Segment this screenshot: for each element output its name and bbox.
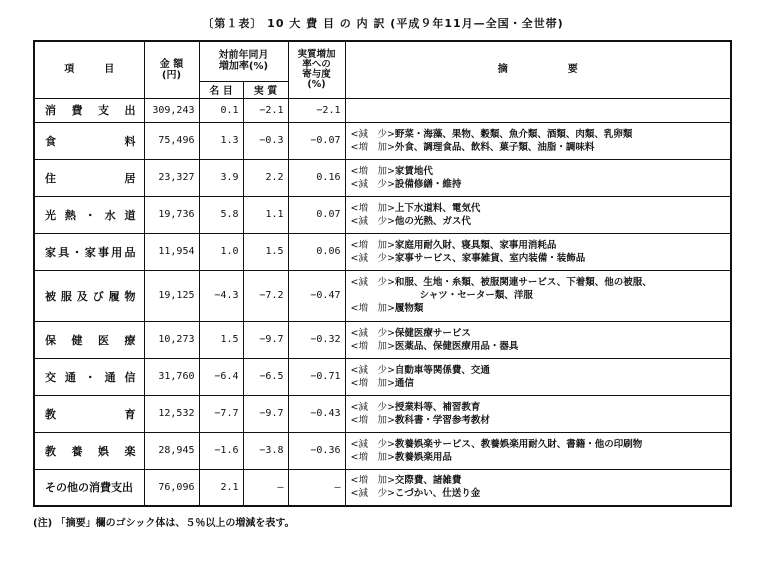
real-rate-cell: −2.1 [243, 98, 288, 122]
summary-text: こづかい、仕送り金 [394, 488, 481, 500]
nominal-rate-cell: 2.1 [199, 469, 243, 506]
nominal-rate-cell: −7.7 [199, 395, 243, 432]
contribution-cell: −0.32 [288, 321, 345, 358]
summary-text: 保健医療サービス [394, 327, 471, 339]
real-rate-cell: −3.8 [243, 432, 288, 469]
nominal-rate-cell: 1.0 [199, 233, 243, 270]
summary-text: 履物類 [394, 303, 424, 314]
change-tag: <増 加> [350, 303, 395, 314]
change-tag: <減 少> [350, 364, 395, 376]
summary-line [351, 165, 731, 178]
nominal-rate-cell: −1.6 [199, 432, 243, 469]
amount-cell: 11,954 [144, 233, 199, 270]
contribution-cell: 0.16 [288, 159, 345, 196]
change-tag: <減 少> [350, 488, 395, 500]
summary-text: 教養娯楽サービス、教養娯楽用耐久財、書籍・他の印刷物 [394, 438, 643, 450]
summary-text: 家庭用耐久財、寝具類、家事用消耗品 [394, 239, 557, 251]
summary-text: 家事サービス、家事雑貨、室内装備・装飾品 [394, 252, 586, 264]
summary-text: 教養娯楽用品 [394, 451, 452, 463]
change-tag: <増 加> [350, 202, 395, 214]
footnote: (注) 「摘要」欄のゴシック体は、５％以上の増減を表す。 [33, 518, 295, 529]
summary-line [351, 487, 731, 500]
summary-cell [345, 395, 731, 432]
change-tag: <減 少> [350, 327, 395, 339]
item-name: 消費支出 [34, 98, 144, 122]
change-tag: <増 加> [350, 165, 395, 177]
change-tag: <減 少> [350, 401, 395, 413]
summary-line [351, 401, 731, 414]
summary-text: 授業料等、補習教育 [394, 401, 481, 413]
change-tag: <増 加> [350, 414, 395, 426]
item-name: 光熱・水道 [34, 196, 144, 233]
nominal-rate-cell: 0.1 [199, 98, 243, 122]
header-yoy: 対前年同月 増加率(%) [199, 41, 288, 81]
summary-text: 医薬品、保健医療用品・器具 [394, 340, 519, 352]
summary-line [351, 414, 731, 427]
summary-line [351, 141, 731, 154]
contribution-cell: −0.47 [288, 270, 345, 321]
summary-cell [345, 159, 731, 196]
header-real: 実 質 [243, 81, 288, 98]
amount-cell: 19,736 [144, 196, 199, 233]
summary-cell [345, 98, 731, 122]
item-name: 教養娯楽 [34, 432, 144, 469]
summary-line [351, 377, 731, 390]
real-rate-cell: — [243, 469, 288, 506]
real-rate-cell: −6.5 [243, 358, 288, 395]
change-tag: <増 加> [350, 451, 395, 463]
expenditure-table [33, 40, 732, 507]
item-name: 家具・家事用品 [34, 233, 144, 270]
summary-cell [345, 270, 731, 321]
table-row [34, 469, 731, 506]
change-tag: <減 少> [350, 215, 395, 227]
change-tag: <増 加> [350, 141, 395, 153]
summary-cell [345, 321, 731, 358]
summary-line [351, 276, 731, 289]
contribution-cell: −0.71 [288, 358, 345, 395]
summary-line [351, 128, 731, 141]
summary-line [351, 178, 731, 191]
summary-text: 上下水道料、電気代 [394, 202, 481, 214]
amount-cell: 28,945 [144, 432, 199, 469]
real-rate-cell: −7.2 [243, 270, 288, 321]
summary-cell [345, 469, 731, 506]
summary-line [351, 340, 731, 353]
change-tag: <減 少> [350, 178, 395, 190]
real-rate-cell: −9.7 [243, 395, 288, 432]
item-name: 教育 [34, 395, 144, 432]
real-rate-cell: 1.5 [243, 233, 288, 270]
amount-cell: 12,532 [144, 395, 199, 432]
nominal-rate-cell: 5.8 [199, 196, 243, 233]
table-row [34, 321, 731, 358]
item-name: 被服及び履物 [34, 270, 144, 321]
summary-cell [345, 122, 731, 159]
summary-text: シャツ・セーター類、洋服 [419, 290, 533, 301]
table-body [34, 98, 731, 506]
summary-text: 通信 [394, 377, 414, 389]
item-name: 保健医療 [34, 321, 144, 358]
item-name: 食料 [34, 122, 144, 159]
header-summary: 摘 要 [345, 41, 731, 98]
nominal-rate-cell: −4.3 [199, 270, 243, 321]
nominal-rate-cell: 3.9 [199, 159, 243, 196]
item-name: 住居 [34, 159, 144, 196]
change-tag: <増 加> [350, 340, 395, 352]
item-name: 交通・通信 [34, 358, 144, 395]
summary-cell [345, 233, 731, 270]
summary-line [351, 215, 731, 228]
change-tag: <増 加> [350, 239, 395, 251]
summary-line [351, 202, 731, 215]
real-rate-cell: 2.2 [243, 159, 288, 196]
summary-text: 教科書・学習参考教材 [394, 414, 490, 426]
summary-text: 交際費、諸雑費 [394, 475, 462, 487]
contribution-cell: −0.43 [288, 395, 345, 432]
nominal-rate-cell: 1.5 [199, 321, 243, 358]
contribution-cell: −0.07 [288, 122, 345, 159]
amount-cell: 309,243 [144, 98, 199, 122]
table-row [34, 98, 731, 122]
change-tag: <減 少> [350, 128, 395, 140]
contribution-cell: — [288, 469, 345, 506]
change-tag: <増 加> [350, 475, 395, 487]
table-row [34, 432, 731, 469]
table-row [34, 395, 731, 432]
change-tag: <減 少> [350, 277, 395, 288]
header-contribution: 実質増加 率への 寄与度 (%) [288, 41, 345, 98]
table-row [34, 358, 731, 395]
change-tag: <減 少> [350, 438, 395, 450]
contribution-cell: 0.06 [288, 233, 345, 270]
contribution-cell: 0.07 [288, 196, 345, 233]
table-row [34, 270, 731, 321]
summary-text: 家賃地代 [394, 165, 433, 177]
table-row [34, 196, 731, 233]
real-rate-cell: −0.3 [243, 122, 288, 159]
summary-line [351, 438, 731, 451]
amount-cell: 31,760 [144, 358, 199, 395]
real-rate-cell: 1.1 [243, 196, 288, 233]
table-row [34, 233, 731, 270]
nominal-rate-cell: 1.3 [199, 122, 243, 159]
header-nominal: 名 目 [199, 81, 243, 98]
summary-text: 自動車等関係費、交通 [394, 364, 490, 376]
summary-line [351, 451, 731, 464]
change-tag: <増 加> [350, 377, 395, 389]
amount-cell: 19,125 [144, 270, 199, 321]
header-item: 項 目 [34, 41, 144, 98]
amount-cell: 23,327 [144, 159, 199, 196]
summary-text: 外食、調理食品、飲料、菓子類、油脂・調味料 [394, 141, 595, 153]
summary-cell [345, 358, 731, 395]
summary-cell [345, 432, 731, 469]
summary-text: 設備修繕・維持 [394, 178, 462, 190]
amount-cell: 76,096 [144, 469, 199, 506]
summary-text: 他の光熱、ガス代 [394, 215, 471, 227]
summary-line [351, 239, 731, 252]
table-row [34, 122, 731, 159]
contribution-cell: −2.1 [288, 98, 345, 122]
table-caption: 〔第１表〕 10 大 費 目 の 内 訳 (平成９年11月—全国・全世帯) [202, 17, 564, 30]
header-amount: 金 額 (円) [144, 41, 199, 98]
summary-line [351, 302, 731, 315]
item-name: その他の消費支出 [34, 469, 144, 506]
summary-line [351, 289, 731, 302]
summary-cell [345, 196, 731, 233]
contribution-cell: −0.36 [288, 432, 345, 469]
summary-line [351, 252, 731, 265]
nominal-rate-cell: −6.4 [199, 358, 243, 395]
real-rate-cell: −9.7 [243, 321, 288, 358]
summary-line [351, 364, 731, 377]
summary-line [351, 474, 731, 487]
amount-cell: 75,496 [144, 122, 199, 159]
summary-text: 和服、生地・糸類、被服関連サービス、下着類、他の被服、 [394, 277, 652, 288]
table-row [34, 159, 731, 196]
amount-cell: 10,273 [144, 321, 199, 358]
change-tag: <減 少> [350, 252, 395, 264]
summary-text: 野菜・海藻、果物、穀類、魚介類、酒類、肉類、乳卵類 [394, 128, 633, 140]
summary-line [351, 327, 731, 340]
